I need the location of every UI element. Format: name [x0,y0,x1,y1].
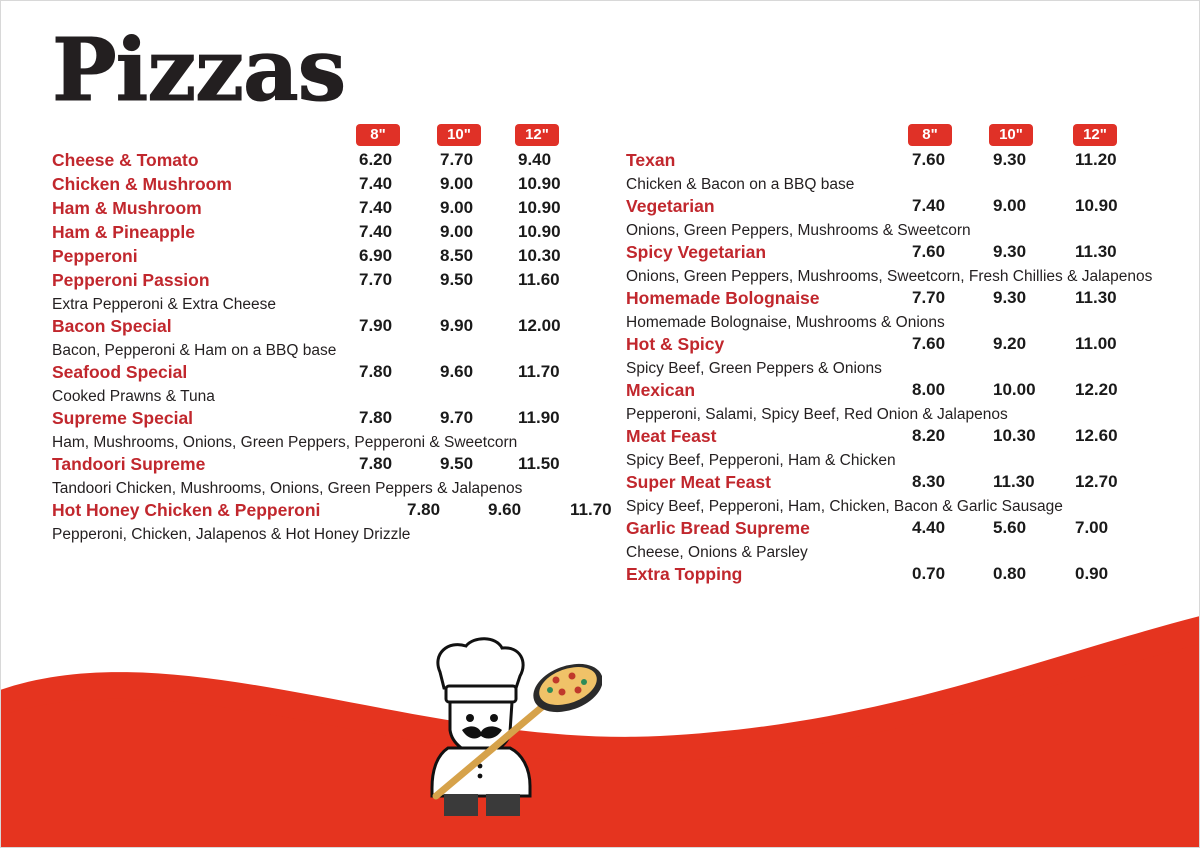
item-description: Onions, Green Peppers, Mushrooms & Sweetcorn [626,222,971,239]
item-price-8: 6.20 [359,150,393,169]
item-price-12: 11.30 [1075,288,1117,307]
item-description: Spicy Beef, Green Peppers & Onions [626,360,882,377]
item-price-8: 7.40 [359,222,393,241]
menu-column-right [626,150,1171,588]
item-price-8: 7.70 [359,270,393,289]
item-name: Ham & Mushroom [52,198,202,218]
chef-with-pizza-peel-illustration [392,636,602,816]
size-header-left-12: 12" [515,124,559,146]
item-price-8: 8.20 [912,426,946,445]
item-price-12: 7.00 [1075,518,1109,537]
item-price-8: 7.60 [912,242,946,261]
item-price-10: 9.50 [440,454,474,473]
item-price-12: 10.90 [518,198,561,217]
item-price-10: 7.70 [440,150,474,169]
item-description: Cheese, Onions & Parsley [626,544,808,561]
size-header-right-8: 8" [908,124,952,146]
item-name: Meat Feast [626,426,717,446]
menu-item[interactable] [626,150,1171,195]
item-name: Tandoori Supreme [52,454,206,474]
menu-item[interactable] [52,246,592,270]
item-price-8: 7.70 [912,288,946,307]
item-name: Hot Honey Chicken & Pepperoni [52,500,321,520]
item-price-10: 9.90 [440,316,474,335]
menu-item[interactable] [626,288,1171,333]
item-description: Pepperoni, Salami, Spicy Beef, Red Onion & Jalapenos [626,406,1008,423]
item-name: Spicy Vegetarian [626,242,767,262]
menu-item[interactable] [52,150,592,174]
menu-item[interactable] [52,270,592,315]
item-price-10: 9.20 [993,334,1027,353]
item-price-12: 10.90 [518,222,561,241]
item-name: Extra Topping [626,564,743,584]
item-price-8: 7.40 [359,174,393,193]
item-price-8: 7.40 [912,196,946,215]
item-price-10: 9.30 [993,242,1027,261]
item-name: Texan [626,150,676,170]
item-price-10: 9.50 [440,270,474,289]
item-description: Chicken & Bacon on a BBQ base [626,176,855,193]
item-price-8: 4.40 [912,518,946,537]
menu-item[interactable] [626,242,1171,287]
item-price-10: 9.00 [993,196,1027,215]
item-price-10: 10.30 [993,426,1036,445]
item-price-8: 7.60 [912,150,946,169]
item-price-8: 8.00 [912,380,946,399]
item-description: Spicy Beef, Pepperoni, Ham, Chicken, Bacon & Garlic Sausage [626,498,1063,515]
menu-item[interactable] [626,518,1171,563]
menu-item[interactable] [626,334,1171,379]
menu-item[interactable] [626,564,1171,588]
item-price-8: 0.70 [912,564,946,583]
item-name: Garlic Bread Supreme [626,518,810,538]
menu-item[interactable] [52,198,592,222]
item-price-8: 7.80 [359,454,393,473]
item-price-12: 11.70 [570,500,612,519]
menu-item[interactable] [52,222,592,246]
menu-item[interactable] [626,426,1171,471]
item-price-8: 7.40 [359,198,393,217]
item-description: Ham, Mushrooms, Onions, Green Peppers, Pepperoni & Sweetcorn [52,434,518,451]
item-price-12: 10.90 [518,174,561,193]
item-price-8: 7.80 [407,500,441,519]
item-price-10: 9.00 [440,174,474,193]
item-name: Ham & Pineapple [52,222,195,242]
item-price-12: 9.40 [518,150,552,169]
menu-item[interactable] [52,454,592,499]
item-price-8: 7.80 [359,408,393,427]
item-price-12: 11.00 [1075,334,1117,353]
item-price-10: 9.00 [440,222,474,241]
page-title: Pizzas [52,20,346,121]
item-price-10: 9.70 [440,408,474,427]
item-price-8: 7.90 [359,316,393,335]
item-name: Mexican [626,380,696,400]
size-header-right-12: 12" [1073,124,1117,146]
size-header-left-10: 10" [437,124,481,146]
item-price-10: 9.00 [440,198,474,217]
item-price-10: 9.60 [440,362,474,381]
menu-item[interactable] [52,174,592,198]
menu-item[interactable] [626,196,1171,241]
item-name: Pepperoni [52,246,138,266]
item-description: Bacon, Pepperoni & Ham on a BBQ base [52,342,337,359]
item-price-10: 9.30 [993,288,1027,307]
size-header-right-10: 10" [989,124,1033,146]
item-name: Hot & Spicy [626,334,725,354]
item-name: Super Meat Feast [626,472,771,492]
item-price-12: 11.30 [1075,242,1117,261]
item-price-12: 10.90 [1075,196,1118,215]
item-description: Spicy Beef, Pepperoni, Ham & Chicken [626,452,896,469]
item-description: Pepperoni, Chicken, Jalapenos & Hot Honey Drizzle [52,526,411,543]
menu-item[interactable] [52,362,592,407]
item-price-12: 11.70 [518,362,560,381]
item-price-12: 12.00 [518,316,561,335]
item-price-8: 7.60 [912,334,946,353]
item-price-12: 10.30 [518,246,561,265]
item-price-12: 12.20 [1075,380,1118,399]
item-name: Vegetarian [626,196,715,216]
item-price-12: 11.60 [518,270,560,289]
item-name: Seafood Special [52,362,188,382]
item-name: Bacon Special [52,316,172,336]
item-description: Tandoori Chicken, Mushrooms, Onions, Green Peppers & Jalapenos [52,480,523,497]
item-name: Supreme Special [52,408,194,428]
menu-item[interactable] [52,316,592,361]
item-price-12: 11.20 [1075,150,1117,169]
item-price-10: 11.30 [993,472,1035,491]
menu-column-left [52,150,612,546]
item-price-10: 5.60 [993,518,1027,537]
item-name: Chicken & Mushroom [52,174,232,194]
item-price-10: 9.30 [993,150,1027,169]
item-description: Cooked Prawns & Tuna [52,388,215,405]
item-description: Homemade Bolognaise, Mushrooms & Onions [626,314,945,331]
item-name: Cheese & Tomato [52,150,199,170]
item-price-10: 9.60 [488,500,522,519]
item-price-12: 12.60 [1075,426,1118,445]
item-price-8: 6.90 [359,246,393,265]
item-price-10: 10.00 [993,380,1036,399]
menu-item[interactable] [626,472,1171,517]
item-price-12: 0.90 [1075,564,1109,583]
item-name: Homemade Bolognaise [626,288,820,308]
item-price-8: 8.30 [912,472,946,491]
item-price-12: 11.50 [518,454,560,473]
item-price-12: 12.70 [1075,472,1118,491]
item-price-10: 8.50 [440,246,474,265]
item-price-10: 0.80 [993,564,1027,583]
item-name: Pepperoni Passion [52,270,210,290]
item-description: Onions, Green Peppers, Mushrooms, Sweetcorn, Fresh Chillies & Jalapenos [626,268,1153,285]
item-description: Extra Pepperoni & Extra Cheese [52,296,277,313]
menu-item[interactable] [626,380,1171,425]
size-header-left-8: 8" [356,124,400,146]
item-price-12: 11.90 [518,408,560,427]
menu-item[interactable] [52,500,612,545]
menu-item[interactable] [52,408,592,453]
item-price-8: 7.80 [359,362,393,381]
